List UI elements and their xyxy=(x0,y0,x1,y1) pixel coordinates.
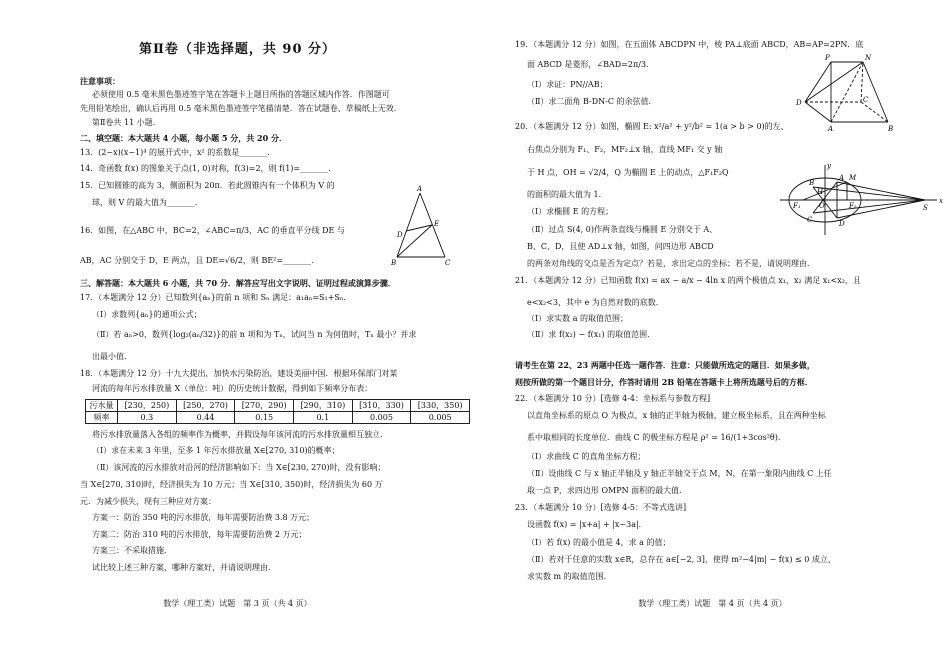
question-18-part-2: （Ⅱ）该河流的污水排放对沿河的经济影响如下：当 X∈[230, 270)时，没有影响； xyxy=(92,463,386,472)
fig16-label-c: C xyxy=(445,259,451,267)
question-23-line-1: 23．（本题满分 10 分）[选修 4-5：不等式选讲] xyxy=(515,503,687,512)
question-20-part-2: （Ⅱ）过点 S(4, 0)作两条直线与椭圆 E 分别交于 A、 xyxy=(527,225,718,234)
fig16-label-b: B xyxy=(391,259,397,267)
question-18-line-3: 将污水排放量落入各组的频率作为概率，并假设每年该河流的污水排放量相互独立． xyxy=(92,430,388,439)
fig20-label-o: O xyxy=(819,202,825,210)
fig20-label-m: M xyxy=(849,174,857,182)
question-22-part-1: （Ⅰ）求曲线 C 的直角坐标方程； xyxy=(527,452,646,461)
question-17-part-2-cont: 出最小值． xyxy=(92,352,132,361)
question-17-part-2: （Ⅱ）若 aₙ>0，数列{log₂(aₙ/32)}的前 n 项和为 Tₙ，试问当 n 为何值时，Tₙ 最小？并求 xyxy=(92,330,417,339)
question-17-part-1: （Ⅰ）求数列{aₙ}的通项公式； xyxy=(92,310,202,319)
question-20-part-2-cont: B、C、D，且使 AD⊥x 轴，如图，问四边形 ABCD xyxy=(527,242,714,251)
plan-three: 方案三：不采取措施． xyxy=(92,546,172,555)
table-cell: 0.005 xyxy=(411,412,470,424)
table-cell: 频率 xyxy=(86,412,118,424)
question-22-part-2: （Ⅱ）设曲线 C 与 x 轴正半轴及 y 轴正半轴交于点 M，N，在第一象限内曲线 C 上任 xyxy=(527,469,832,478)
question-19-line-1: 19．（本题满分 12 分）如图，在五面体 ABCDPN 中，棱 PA⊥底面 ABCD，AB=AP=2PN．底 xyxy=(515,40,864,49)
fill-in-heading: 二、填空题：本大题共 4 小题，每小题 5 分，共 20 分． xyxy=(80,133,287,143)
fig19-label-p: P xyxy=(825,54,830,62)
question-21-line-1: 21．（本题满分 12 分）已知函数 f(x) = ax − a/x − 4ln x 的两个极值点 x₁，x₂ 满足 x₁<x₂，且 xyxy=(515,276,861,285)
table-cell: [290，310) xyxy=(294,400,353,412)
fig16-label-a: A xyxy=(417,185,423,193)
notice-line-1: 必须使用 0.5 毫米黑色墨迹签字笔在答题卡上题目所指的答题区域内作答．作图题可 xyxy=(92,90,390,99)
notice-line-3: 第Ⅱ卷共 11 小题． xyxy=(92,118,161,127)
fig19-label-b: B xyxy=(888,125,894,133)
notice-line-2: 先用铅笔绘出，确认后再用 0.5 毫米黑色墨迹签字笔描清楚．答在试题卷、草稿纸上无效． xyxy=(80,104,402,113)
question-23-line-2: 设函数 f(x) = |x+a| + |x−3a|． xyxy=(527,520,647,529)
question-20-line-2: 右焦点分别为 F₁、F₂，MF₂⊥x 轴，直线 MF₁ 交 y 轴 xyxy=(527,145,723,154)
table-cell: 0.3 xyxy=(118,412,177,424)
table-cell: [250，270) xyxy=(176,400,235,412)
table-cell: [310，330) xyxy=(352,400,411,412)
question-18-line-1: 18．（本题满分 12 分）十九大提出，加快水污染防治，建设美丽中国．根据环保部门对某 xyxy=(80,369,398,378)
fig20-label-c: C xyxy=(807,216,813,224)
question-16-line-2: AB，AC 分别交于 D，E 两点，且 DE=√6/2，则 BE²=_______． xyxy=(80,256,320,265)
fig19-label-n: N xyxy=(865,54,872,62)
table-cell: [270，290) xyxy=(235,400,294,412)
table-cell: [330，350) xyxy=(411,400,470,412)
fig16-label-d: D xyxy=(397,231,403,239)
fig20-label-b: B xyxy=(809,179,815,187)
table-row xyxy=(86,400,470,412)
question-14: 14．奇函数 f(x) 的图象关于点(1, 0)对称，f(3)=2，则 f(1)=_______． xyxy=(80,164,337,173)
question-20-part-2-cont-2: 的两条对角线的交点是否为定点？若是，求出定点的坐标；若不是，请说明理由． xyxy=(527,259,815,268)
question-19-part-2: （Ⅱ）求二面角 B-DN-C 的余弦值． xyxy=(527,97,657,106)
frequency-table xyxy=(85,399,470,424)
fig19-label-d: D xyxy=(796,99,802,107)
fig20-label-a: A xyxy=(839,174,845,182)
page-footer: 数学（理工类）试题 第 4 页（共 4 页） xyxy=(638,599,787,608)
fig20-label-s: S xyxy=(923,204,928,212)
plan-one: 方案一：防治 350 吨的污水排放，每年需要防治费 3.8 万元； xyxy=(92,513,315,522)
question-22-line-2: 以直角坐标系的原点 O 为极点，x 轴的正半轴为极轴，建立极坐标系，且在两种坐标 xyxy=(527,411,826,420)
solve-heading: 三、解答题：本大题共 6 小题，共 70 分．解答应写出文字说明、证明过程或演算步骤． xyxy=(80,278,396,288)
fig20-label-y: y xyxy=(827,162,831,170)
question-22-part-2-cont: 取一点 P，求四边形 OMPN 面积的最大值． xyxy=(527,486,688,495)
question-19-line-2: 面 ABCD 是菱形，∠BAD=2π/3． xyxy=(527,60,655,69)
fig20-label-h: H xyxy=(817,188,824,196)
ellipse-figure xyxy=(775,160,945,240)
question-20-part-1: （Ⅰ）求椭圆 E 的方程； xyxy=(527,207,614,216)
fig20-label-f1: F₁ xyxy=(793,202,801,210)
fig20-label-d: D xyxy=(839,220,845,228)
fig20-label-f2: F₂ xyxy=(849,202,857,210)
question-21-part-1: （Ⅰ）求实数 a 的取值范围； xyxy=(527,314,629,323)
table-cell: 0.005 xyxy=(352,412,411,424)
question-20-line-3: 于 H 点，OH = √2/4，Q 为椭圆 E 上的动点，△F₁F₂Q xyxy=(527,168,729,177)
question-23-part-1: （Ⅰ）若 f(x) 的最小值是 4，求 a 的值； xyxy=(527,538,671,547)
table-cell: [230，250) xyxy=(118,400,177,412)
table-row xyxy=(86,412,470,424)
question-15-line-1: 15．已知圆锥的高为 3，侧面积为 20π．若此圆锥内有一个体积为 V 的 xyxy=(80,181,335,190)
question-16-line-1: 16．如图，在△ABC 中，BC=2，∠ABC=π/3，AC 的垂直平分线 DE 与 xyxy=(80,226,345,235)
plan-two: 方案二：防治 310 吨的污水排放，每年需要防治费 2 万元； xyxy=(92,530,307,539)
page-footer: 数学（理工类）试题 第 3 页（共 4 页） xyxy=(163,599,312,608)
question-17: 17．（本题满分 12 分）已知数列{aₙ}的前 n 项和 Sₙ 满足：a₁aₙ=S₁+Sₙ． xyxy=(80,293,352,302)
fig16-label-e: E xyxy=(434,220,440,228)
table-cell: 0.15 xyxy=(235,412,294,424)
question-23-part-2-cont: 求实数 m 的取值范围． xyxy=(527,572,612,581)
question-22-line-3: 系中取相同的长度单位．曲线 C 的极坐标方程是 ρ² = 16/(1+3cos²θ)． xyxy=(527,433,786,442)
question-15-line-2: 球，则 V 的最大值为_______． xyxy=(92,198,203,207)
triangle-figure xyxy=(385,185,460,270)
question-21-part-2: （Ⅱ）求 f(x₂) − f(x₁) 的取值范围． xyxy=(527,330,656,339)
question-13: 13．(2−x)(x−1)⁴ 的展开式中，x² 的系数是_______． xyxy=(80,148,276,157)
section-title: 第Ⅱ卷（非选择题，共 90 分） xyxy=(138,42,337,57)
table-cell: 污水量 xyxy=(86,400,118,412)
question-19-part-1: （Ⅰ）求证：PN//AB； xyxy=(527,80,608,89)
question-18-part-1: （Ⅰ）求在未来 3 年里，至多 1 年污水排放量 X∈[270, 310)的概率； xyxy=(92,446,340,455)
table-cell: 0.1 xyxy=(294,412,353,424)
question-20-line-1: 20．（本题满分 12 分）如图，椭圆 E: x²/a² + y²/b² = 1(a > b > 0)的左、 xyxy=(515,122,789,131)
fig19-label-a: A xyxy=(828,125,834,133)
table-cell: 0.44 xyxy=(176,412,235,424)
question-18-ask: 试比较上述三种方案，哪种方案好，并请说明理由． xyxy=(92,563,276,572)
question-22-line-1: 22．（本题满分 10 分）[选修 4-4：坐标系与参数方程] xyxy=(515,394,711,403)
page-4 xyxy=(475,0,950,652)
choice-notice-line-1: 请考生在第 22、23 两题中任选一题作答．注意：只能做所选定的题目．如果多做， xyxy=(515,360,815,370)
question-18-part-2-cont: 当 X∈[270, 310)时，经济损失为 10 万元；当 X∈[310, 350)时，经济损失为 60 万 xyxy=(80,480,383,489)
notice-heading: 注意事项： xyxy=(80,76,120,86)
choice-notice-line-2: 则按所做的第一个题目计分，作答时请用 2B 铅笔在答题卡上将所选题号后的方框． xyxy=(515,377,813,387)
fig19-label-c: C xyxy=(863,96,869,104)
question-18-part-2-cont-2: 元．为减少损失，现有三种应对方案： xyxy=(80,497,216,506)
question-21-line-2: e<x₂<3，其中 e 为自然对数的底数． xyxy=(527,298,664,307)
pentahedron-figure xyxy=(793,52,913,134)
fig20-label-x: x xyxy=(939,197,943,205)
question-18-line-2: 河流的每年污水排放量 X（单位：吨）的历史统计数据，得到如下频率分布表： xyxy=(92,384,373,393)
question-23-part-2: （Ⅱ）若对于任意的实数 x∈R，总存在 a∈[−2, 3]，使得 m²−4|m| − f(x) ≤ 0 成立， xyxy=(527,555,836,564)
question-20-line-4: 的面积的最大值为 1． xyxy=(527,190,607,199)
